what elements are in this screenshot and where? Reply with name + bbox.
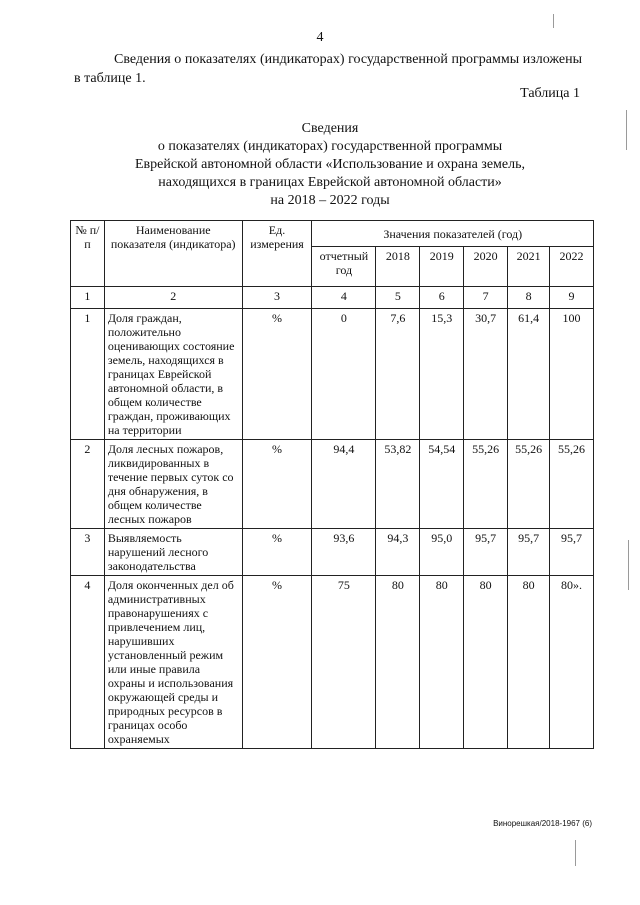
header-unit: Ед. измерения [242, 221, 312, 287]
row-value: 80». [550, 576, 594, 749]
column-number: 3 [242, 287, 312, 309]
row-value: 75 [312, 576, 376, 749]
title-line: находящихся в границах Еврейской автономной области» [158, 175, 502, 190]
row-name: Выявляемость нарушений лесного законодательства [104, 529, 242, 576]
row-value: 94,4 [312, 440, 376, 529]
row-value: 53,82 [376, 440, 420, 529]
table-row [71, 440, 594, 529]
title-line: Сведения [301, 121, 359, 136]
row-value: 95,7 [550, 529, 594, 576]
row-name: Доля оконченных дел об административных правонарушениях с привлечением лиц, нарушивших установленный режим или иные правила охраны и использования окружающей среды и природных ресурсов в границах особо охраняемых [104, 576, 242, 749]
row-num: 4 [71, 576, 105, 749]
column-number: 5 [376, 287, 420, 309]
row-value: 15,3 [420, 309, 464, 440]
row-value: 80 [376, 576, 420, 749]
row-value: 0 [312, 309, 376, 440]
row-num: 2 [71, 440, 105, 529]
column-number: 7 [464, 287, 508, 309]
table-row [71, 576, 594, 749]
title-line: на 2018 – 2022 годы [270, 193, 390, 208]
header-year: отчетный год [312, 247, 376, 287]
row-value: 55,26 [508, 440, 550, 529]
row-value: 7,6 [376, 309, 420, 440]
table-row [71, 309, 594, 440]
row-value: 95,7 [508, 529, 550, 576]
row-value: 55,26 [464, 440, 508, 529]
row-unit: % [242, 576, 312, 749]
row-unit: % [242, 529, 312, 576]
document-title [100, 120, 560, 210]
page-number: 4 [316, 30, 324, 45]
header-year: 2019 [420, 247, 464, 287]
scan-artifact [575, 840, 576, 866]
row-value: 55,26 [550, 440, 594, 529]
table-row [71, 529, 594, 576]
row-value: 30,7 [464, 309, 508, 440]
row-unit: % [242, 440, 312, 529]
row-num: 3 [71, 529, 105, 576]
column-number: 1 [71, 287, 105, 309]
title-line: о показателях (индикаторах) государственной программы [157, 139, 503, 154]
row-value: 100 [550, 309, 594, 440]
row-value: 94,3 [376, 529, 420, 576]
row-value: 80 [420, 576, 464, 749]
header-values-group: Значения показателей (год) [312, 221, 594, 247]
column-number: 8 [508, 287, 550, 309]
header-num: № п/п [71, 221, 105, 287]
header-year: 2018 [376, 247, 420, 287]
column-numbers-row [71, 287, 594, 309]
column-number: 2 [104, 287, 242, 309]
row-value: 61,4 [508, 309, 550, 440]
row-value: 80 [464, 576, 508, 749]
header-year: 2022 [550, 247, 594, 287]
header-year: 2020 [464, 247, 508, 287]
row-value: 93,6 [312, 529, 376, 576]
column-number: 6 [420, 287, 464, 309]
scan-artifact [628, 540, 629, 590]
row-unit: % [242, 309, 312, 440]
intro-paragraph: Сведения о показателях (индикаторах) государственной программы изложены в таблице 1. [74, 52, 582, 86]
column-number: 4 [312, 287, 376, 309]
row-value: 54,54 [420, 440, 464, 529]
row-num: 1 [71, 309, 105, 440]
row-name: Доля лесных пожаров, ликвидированных в течение первых суток со дня обнаружения, в общем количестве лесных пожаров [104, 440, 242, 529]
header-name: Наименование показателя (индикатора) [104, 221, 242, 287]
header-year: 2021 [508, 247, 550, 287]
column-number: 9 [550, 287, 594, 309]
row-name: Доля граждан, положительно оценивающих состояние земель, находящихся в границах Еврейской автономной области, в общем количестве граждан, проживающих на территории [104, 309, 242, 440]
scan-artifact [553, 14, 554, 28]
document-code: Винорешкая/2018-1967 (6) [493, 819, 592, 828]
table-label: Таблица 1 [520, 86, 580, 101]
row-value: 95,7 [464, 529, 508, 576]
row-value: 80 [508, 576, 550, 749]
row-value: 95,0 [420, 529, 464, 576]
title-line: Еврейской автономной области «Использование и охрана земель, [135, 157, 525, 172]
indicators-table [70, 220, 594, 749]
scan-artifact [626, 110, 627, 150]
